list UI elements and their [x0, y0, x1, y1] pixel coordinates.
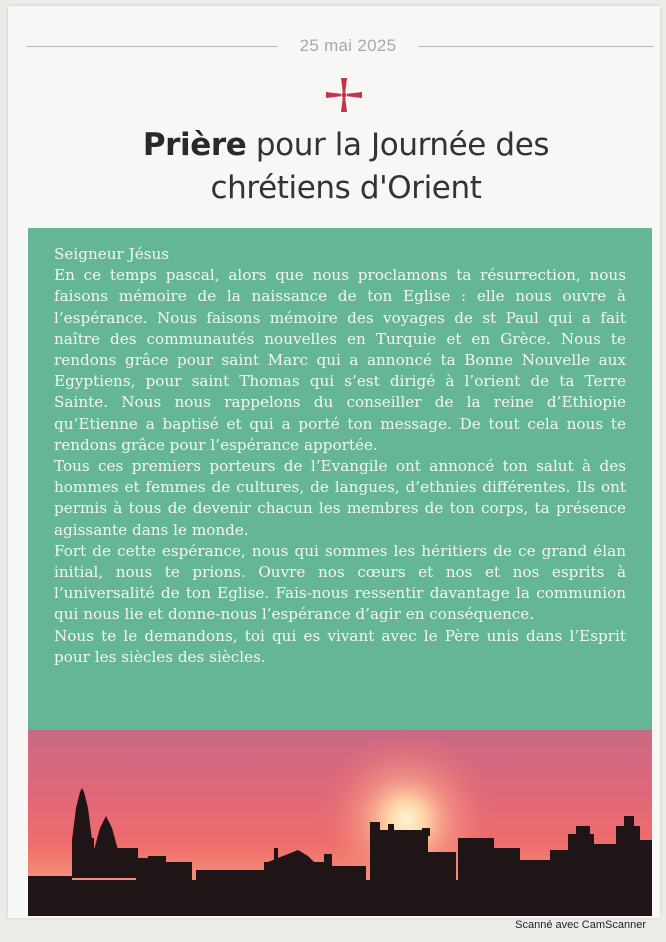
sunset-skyline-photo	[28, 730, 652, 916]
prayer-paragraph-4: Nous te le demandons, toi qui es vivant avec le Père unis dans l’Esprit pour les siècles des siècles.	[54, 626, 626, 666]
prayer-paragraph-3: Fort de cette espérance, nous qui sommes les héritiers de ce grand élan initial, nous te prions. Ouvre nos cœurs et nos et nos esprits à l’universalité de ton Eglise. Fais-nous ressentir davantage la communion qui nous lie et donne-nous l’espérance d’agir en conséquence.	[54, 541, 626, 624]
date-rule-left	[26, 46, 278, 47]
date-rule-right	[418, 46, 654, 47]
prayer-panel	[28, 228, 652, 730]
date-label: 25 mai 2025	[299, 36, 397, 55]
title-bold-word: Prière	[142, 127, 247, 163]
page-title	[48, 124, 644, 210]
title-line1-rest: pour la Journée des	[246, 127, 550, 163]
date-header	[26, 34, 654, 58]
prayer-paragraph-1: En ce temps pascal, alors que nous proclamons ta résurrection, nous faisons mémoire de la naissance de ton Eglise : elle nous ouvre à l’espérance. Nous faisons mémoire des voyages de st Paul qui a fait naître des communautés nouvelles en Turquie et en Grèce. Nous te rendons grâce pour saint Marc qui a annoncé ta Bonne Nouvelle aux Egyptiens, pour saint Thomas qui s’est dirigé à l’orient de ta Terre Sainte. Nous nous rappelons du conseiller de la reine d’Ethiopie qu’Etienne a baptisé et qui a porté ton message. De tout cela nous te rendons grâce pour l’espérance apportée.	[54, 266, 626, 454]
cross-pattee-icon	[324, 76, 364, 114]
document-page	[8, 6, 660, 918]
prayer-invocation: Seigneur Jésus	[54, 245, 170, 263]
scanner-watermark: Scanné avec CamScanner	[515, 919, 646, 931]
prayer-paragraph-2: Tous ces premiers porteurs de l’Evangile ont annoncé ton salut à des hommes et femmes de cultures, de langues, d’ethnies différentes. Ils ont permis à tous de devenir chacun les membres de ton corps, ta présence agissante dans le monde.	[54, 457, 626, 539]
prayer-text	[54, 244, 626, 668]
title-line2: chrétiens d'Orient	[210, 170, 482, 206]
sunset-skyline-illustration	[28, 730, 652, 916]
